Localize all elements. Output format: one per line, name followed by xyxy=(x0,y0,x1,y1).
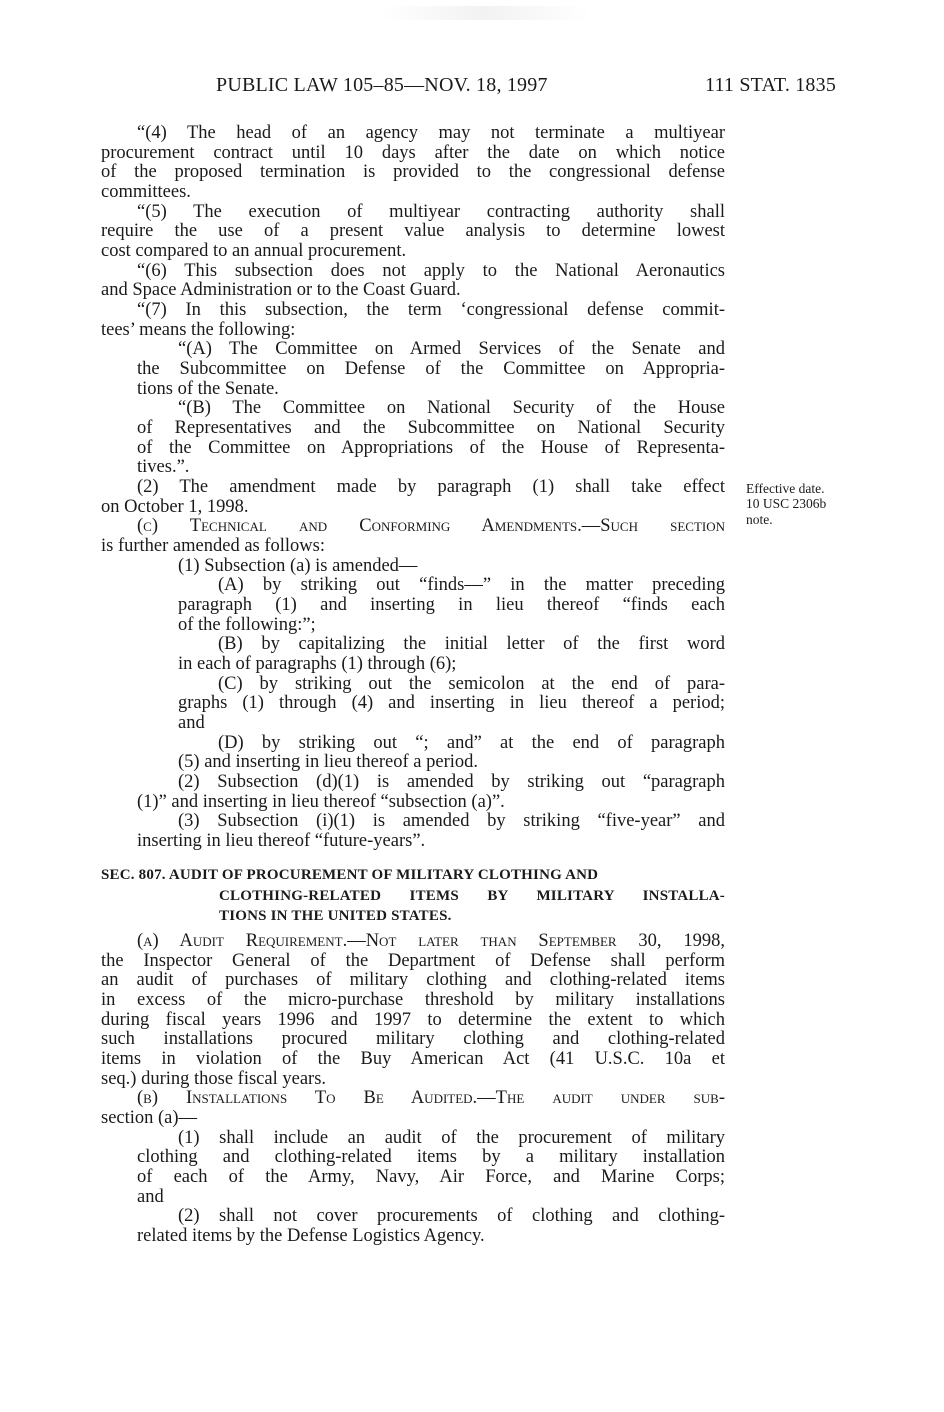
margin-note-citation: 10 USC 2306b xyxy=(746,496,827,511)
text-line: procurement contract until 10 days after the date on which notice xyxy=(101,143,725,163)
text-line: cost compared to an annual procurement. xyxy=(101,241,407,261)
text-line: and Space Administration or to the Coast Guard. xyxy=(101,280,461,300)
text-line: (A) by striking out “finds—” in the matter preceding xyxy=(218,575,725,595)
text-line: (a) Audit Requirement.—Not later than September 30, 1998, xyxy=(137,931,725,951)
text-line: paragraph (1) and inserting in lieu thereof “finds each xyxy=(178,595,725,615)
text-line: clothing and clothing-related items by a military installation xyxy=(137,1147,725,1167)
section-heading: TIONS IN THE UNITED STATES. xyxy=(219,908,452,924)
text-line: items in violation of the Buy American Act (41 U.S.C. 10a et xyxy=(101,1049,725,1069)
text-line: in each of paragraphs (1) through (6); xyxy=(178,654,457,674)
text-line: (1) shall include an audit of the procurement of military xyxy=(178,1128,725,1148)
text-line: seq.) during those fiscal years. xyxy=(101,1069,327,1089)
text-line: in excess of the micro-purchase threshold by military installations xyxy=(101,990,725,1010)
text-line: (c) Technical and Conforming Amendments.—Such section xyxy=(137,516,725,536)
text-line: of the proposed termination is provided to the congressional defense xyxy=(101,162,725,182)
section-heading: SEC. 807. AUDIT OF PROCUREMENT OF MILITARY CLOTHING AND xyxy=(101,867,599,883)
text-line: “(6) This subsection does not apply to the National Aeronautics xyxy=(137,261,725,281)
text-line: the Inspector General of the Department of Defense shall perform xyxy=(101,951,725,971)
text-line: the Subcommittee on Defense of the Committee on Appropria- xyxy=(137,359,725,379)
text-line: an audit of purchases of military clothing and clothing-related items xyxy=(101,970,725,990)
text-line: section (a)— xyxy=(101,1108,198,1128)
text-line: (C) by striking out the semicolon at the end of para- xyxy=(218,674,725,694)
text-line: of Representatives and the Subcommittee on National Security xyxy=(137,418,725,438)
text-line: “(7) In this subsection, the term ‘congressional defense commit- xyxy=(137,300,725,320)
text-line: (3) Subsection (i)(1) is amended by striking “five-year” and xyxy=(178,811,725,831)
text-line: “(4) The head of an agency may not terminate a multiyear xyxy=(137,123,725,143)
text-line: of each of the Army, Navy, Air Force, and Marine Corps; xyxy=(137,1167,725,1187)
text-line: “(5) The execution of multiyear contracting authority shall xyxy=(137,202,725,222)
text-line: (1)” and inserting in lieu thereof “subsection (a)”. xyxy=(137,792,505,812)
text-line: (2) shall not cover procurements of clothing and clothing- xyxy=(178,1206,725,1226)
text-line: and xyxy=(137,1187,164,1207)
text-line: (5) and inserting in lieu thereof a period. xyxy=(178,752,479,772)
text-line: (2) Subsection (d)(1) is amended by striking out “paragraph xyxy=(178,772,725,792)
text-line: and xyxy=(178,713,205,733)
text-line: “(A) The Committee on Armed Services of the Senate and xyxy=(178,339,725,359)
text-line: related items by the Defense Logistics Agency. xyxy=(137,1226,485,1246)
text-line: is further amended as follows: xyxy=(101,536,325,556)
text-line: tions of the Senate. xyxy=(137,379,279,399)
scan-smudge xyxy=(380,6,590,20)
text-line: (B) by capitalizing the initial letter of the first word xyxy=(218,634,725,654)
text-line: graphs (1) through (4) and inserting in lieu thereof a period; xyxy=(178,693,725,713)
text-line: (b) Installations To Be Audited.—The audit under sub- xyxy=(137,1088,725,1108)
text-line: committees. xyxy=(101,182,191,202)
text-line: on October 1, 1998. xyxy=(101,497,249,517)
text-line: tives.”. xyxy=(137,457,190,477)
running-header-left: PUBLIC LAW 105–85—NOV. 18, 1997 xyxy=(216,74,548,96)
text-line: tees’ means the following: xyxy=(101,320,296,340)
text-line: “(B) The Committee on National Security of the House xyxy=(178,398,725,418)
text-line: of the following:”; xyxy=(178,615,316,635)
section-heading: CLOTHING-RELATED ITEMS BY MILITARY INSTALLA- xyxy=(219,888,725,904)
running-header-right: 111 STAT. 1835 xyxy=(705,74,837,96)
text-line: such installations procured military clothing and clothing-related xyxy=(101,1029,725,1049)
text-line: of the Committee on Appropriations of the House of Representa- xyxy=(137,438,725,458)
text-line: (D) by striking out “; and” at the end of paragraph xyxy=(218,733,725,753)
text-line: (1) Subsection (a) is amended— xyxy=(178,556,418,576)
text-line: inserting in lieu thereof “future-years”. xyxy=(137,831,426,851)
text-line: require the use of a present value analysis to determine lowest xyxy=(101,221,725,241)
text-line: during fiscal years 1996 and 1997 to determine the extent to which xyxy=(101,1010,725,1030)
margin-note-note: note. xyxy=(746,512,773,527)
text-line: (2) The amendment made by paragraph (1) shall take effect xyxy=(137,477,725,497)
margin-note-effective-date: Effective date. xyxy=(746,481,825,496)
